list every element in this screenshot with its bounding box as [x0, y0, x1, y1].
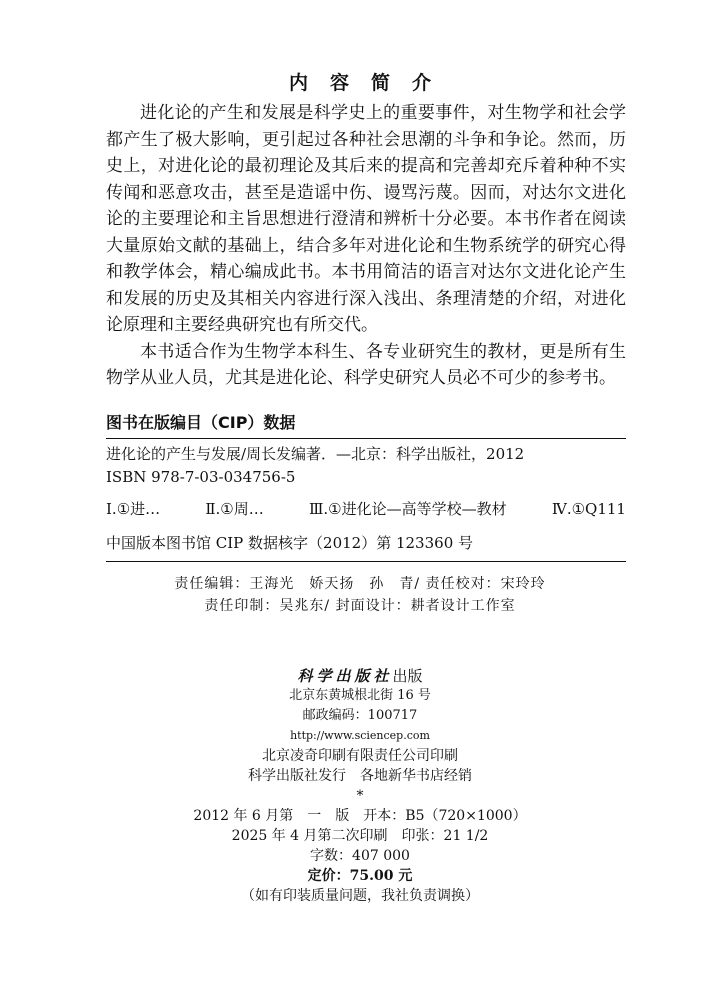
- quality-notice: （如有印装质量问题，我社负责调换）: [241, 888, 479, 904]
- cip-class-item: Ⅰ.①进…: [106, 500, 161, 518]
- credits-production: 责任印制：吴兆东/ 封面设计：耕者设计工作室: [204, 598, 516, 614]
- printer-line: 北京凌奇印刷有限责任公司印刷: [262, 748, 458, 764]
- printing-line: 2025 年 4 月第二次印刷 印张：21 1/2: [231, 828, 489, 844]
- publisher-website: http://www.sciencep.com: [290, 729, 430, 742]
- cip-title-line: 进化论的产生与发展/周长发编著．—北京：科学出版社，2012: [106, 445, 525, 463]
- intro-paragraph: 本书适合作为生物学本科生、各专业研究生的教材，更是所有生物学从业人员，尤其是进化论、科学史研究人员必不可少的参考书。: [106, 341, 626, 388]
- credits-editors: 责任编辑：王海光 娇天扬 孙 青/ 责任校对：宋玲玲: [174, 576, 546, 592]
- cip-isbn: ISBN 978-7-03-034756-5: [106, 468, 296, 486]
- publisher-address: 北京东黄城根北街 16 号: [289, 688, 431, 703]
- page-title: 内容简介: [288, 72, 453, 94]
- separator-asterisk: *: [356, 788, 364, 804]
- distribution-line: 科学出版社发行 各地新华书店经销: [248, 768, 472, 784]
- edition-line: 2012 年 6 月第 一 版 开本：B5（720×1000）: [193, 808, 527, 824]
- price: 定价：75.00 元: [307, 868, 413, 884]
- cip-number: 中国版本图书馆 CIP 数据核字（2012）第 123360 号: [106, 534, 474, 552]
- credits: [0, 573, 720, 617]
- publisher-suffix: 出版: [392, 667, 423, 685]
- cip-bottom-rule: [106, 561, 626, 562]
- publisher-brand: 科学出版社: [297, 667, 393, 685]
- imprint: [0, 666, 720, 906]
- cip-classification: [106, 498, 626, 520]
- cip-class-item: Ⅱ.①周…: [205, 500, 264, 518]
- cip-heading: 图书在版编目（CIP）数据: [106, 413, 296, 432]
- cip-top-rule: [106, 438, 626, 439]
- publisher-line: [0, 666, 720, 686]
- cip-class-item: Ⅲ.①进化论—高等学校—教材: [308, 500, 507, 518]
- word-count: 字数：407 000: [310, 848, 410, 864]
- publisher-postcode: 邮政编码：100717: [302, 708, 418, 723]
- intro-text: [106, 100, 626, 392]
- cip-class-item: Ⅳ.①Q111: [551, 500, 626, 518]
- intro-paragraph: 进化论的产生和发展是科学史上的重要事件，对生物学和社会学都产生了极大影响，更引起过各种社会思潮的斗争和争论。然而，历史上，对进化论的最初理论及其后来的提高和完善却充斥着种种不实传闻和恶意攻击，甚至是造谣中伤、谩骂污蔑。因而，对达尔文进化论的主要理论和主旨思想进行澄清和辨析十分必要。本书作者在阅读大量原始文献的基础上，结合多年对进化论和生物系统学的研究心得和教学体会，精心编成此书。本书用简洁的语言对达尔文进化论产生和发展的历史及其相关内容进行深入浅出、条理清楚的介绍，对进化论原理和主要经典研究也有所交代。: [106, 103, 626, 335]
